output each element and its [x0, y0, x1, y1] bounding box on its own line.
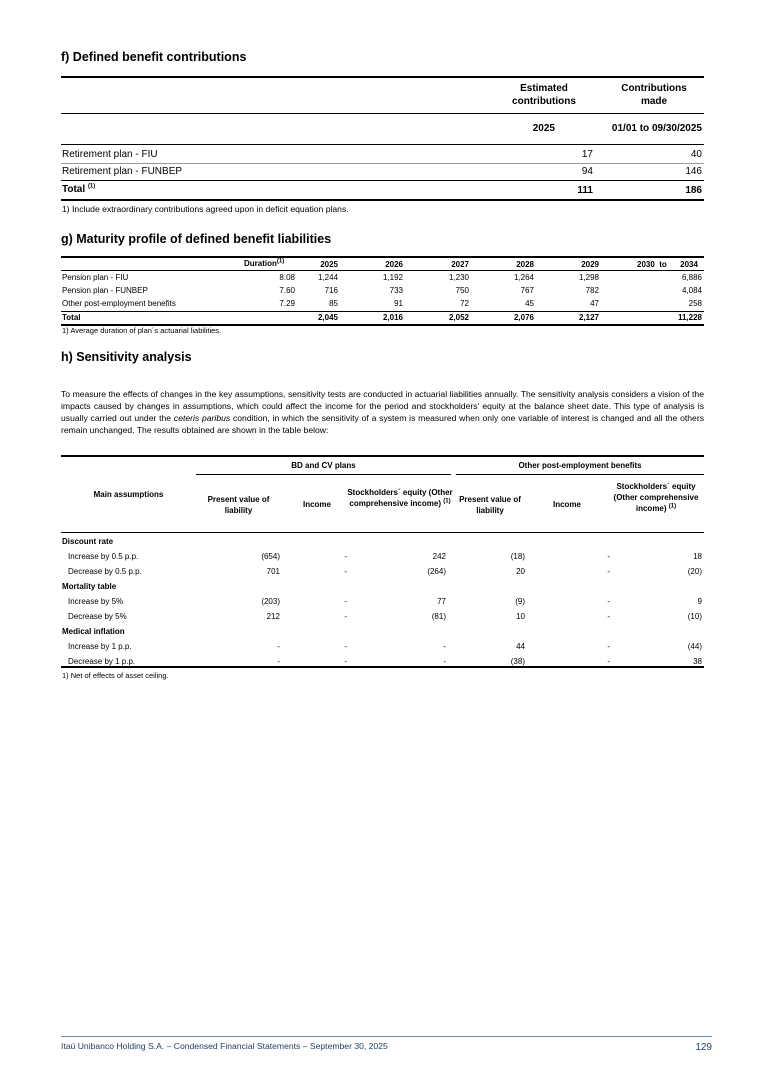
row-divider: [61, 163, 704, 164]
col-duration-header: Duration$^{(1)}$: [244, 258, 285, 268]
row-value: 767: [520, 286, 534, 295]
col-2029-header: 2029: [581, 260, 599, 269]
row-value: -: [344, 612, 347, 621]
row-value: 242: [432, 552, 446, 561]
table-f-bottom-rule: [61, 199, 704, 201]
total-label: Total $^{(1)}$: [62, 183, 96, 195]
row-value: 750: [455, 286, 469, 295]
row-value: 782: [585, 286, 599, 295]
row-made: 40: [690, 149, 702, 160]
main-assumptions-header: Main assumptions: [93, 490, 164, 499]
total-value: 2,127: [578, 313, 599, 322]
total-label: Total: [62, 313, 81, 322]
col-inc2-header: Income: [552, 500, 581, 509]
row-value: (203): [261, 597, 280, 606]
row-value: (81): [431, 612, 446, 621]
row-value: (38): [510, 657, 525, 666]
row-value: -: [344, 657, 347, 666]
table-g-top-rule: [61, 256, 704, 258]
row-label: Retirement plan - FUNBEP: [62, 166, 183, 177]
row-value: 38: [693, 657, 702, 666]
row-value: 77: [437, 597, 446, 606]
total-value: 2,016: [382, 313, 403, 322]
row-value: 72: [460, 299, 469, 308]
group-heading: Discount rate: [62, 537, 114, 546]
row-value: -: [443, 657, 446, 666]
col-2028-header: 2028: [516, 260, 534, 269]
row-label: Pension plan - FUNBEP: [62, 286, 148, 295]
row-value: 44: [516, 642, 525, 651]
row-value: (9): [515, 597, 525, 606]
row-value: -: [607, 612, 610, 621]
row-value: -: [607, 657, 610, 666]
row-value: 716: [324, 286, 338, 295]
row-value: 9: [697, 597, 702, 606]
page-number: 129: [695, 1042, 712, 1053]
table-h-top-rule: [61, 455, 704, 457]
row-value: -: [344, 567, 347, 576]
row-duration: 7.60: [279, 286, 295, 295]
col-pv1-header: Present value of liability: [207, 495, 270, 515]
table-g-total-rule: [61, 311, 704, 312]
row-value: -: [344, 552, 347, 561]
row-duration: 8.08: [279, 273, 295, 282]
footer-text: Itaú Unibanco Holding S.A. – Condensed Financial Statements – September 30, 2025: [61, 1041, 388, 1051]
row-value: -: [607, 567, 610, 576]
row-made: 146: [685, 166, 702, 177]
row-value: -: [344, 642, 347, 651]
group-other-header: Other post-employment benefits: [518, 461, 642, 470]
row-value: (18): [510, 552, 525, 561]
row-value: (654): [261, 552, 280, 561]
group-heading: Medical inflation: [62, 627, 125, 636]
col-2025-header: 2025: [320, 260, 338, 269]
table-f-col1-header: Estimated contributions: [512, 83, 576, 107]
table-f-sub-rule: [61, 144, 704, 145]
row-value: 85: [329, 299, 338, 308]
row-value: 6,886: [681, 273, 702, 282]
row-value: 733: [389, 286, 403, 295]
row-label: Increase by 1 p.p.: [68, 642, 132, 651]
section-g-footnote: 1) Average duration of plan´s actuarial liabilities.: [62, 326, 222, 335]
total-made: 186: [685, 185, 702, 196]
row-value: 4,084: [681, 286, 702, 295]
footer-rule: [61, 1036, 712, 1037]
table-h-bottom-rule: [61, 666, 704, 668]
row-value: 1,192: [382, 273, 403, 282]
row-value: -: [277, 657, 280, 666]
table-f-col1-sub: 2025: [532, 123, 555, 134]
total-estimated: 111: [577, 185, 593, 196]
col-eq1-header: Stockholders´ equity (Other comprehensive income) $^{(1)}$: [347, 488, 453, 508]
col-inc1-header: Income: [302, 500, 331, 509]
row-label: Increase by 5%: [68, 597, 124, 606]
row-value: 1,264: [513, 273, 534, 282]
col-2026-header: 2026: [385, 260, 403, 269]
col-2027-header: 2027: [451, 260, 469, 269]
col-eq2-header: Stockholders´ equity (Other comprehensive income) $^{(1)}$: [613, 482, 699, 513]
table-f-col2-header: Contributions made: [621, 83, 687, 107]
col-pv2-header: Present value of liability: [459, 495, 521, 515]
row-label: Decrease by 0.5 p.p.: [68, 567, 142, 576]
group-heading: Mortality table: [62, 582, 117, 591]
row-value: 47: [590, 299, 599, 308]
row-value: -: [443, 642, 446, 651]
row-value: 701: [266, 567, 280, 576]
total-value: 2,076: [513, 313, 534, 322]
row-value: 20: [516, 567, 525, 576]
row-estimated: 17: [581, 149, 593, 160]
table-f-top-rule: [61, 76, 704, 78]
row-label: Increase by 0.5 p.p.: [68, 552, 139, 561]
row-label: Retirement plan - FIU: [62, 149, 158, 160]
row-label: Decrease by 1 p.p.: [68, 657, 136, 666]
row-value: 91: [394, 299, 403, 308]
row-value: 10: [516, 612, 525, 621]
row-value: 1,230: [448, 273, 469, 282]
total-value: 2,052: [448, 313, 469, 322]
table-h-header-rule: [61, 532, 704, 533]
section-f-title: f) Defined benefit contributions: [61, 50, 247, 64]
group-other-rule: [456, 474, 704, 475]
total-value: 2,045: [317, 313, 338, 322]
total-value: 11,228: [677, 313, 702, 322]
row-duration: 7.29: [279, 299, 295, 308]
section-h-title: h) Sensitivity analysis: [61, 350, 192, 364]
group-bd-cv-rule: [196, 474, 451, 475]
row-value: -: [277, 642, 280, 651]
row-estimated: 94: [581, 166, 593, 177]
row-value: -: [607, 552, 610, 561]
row-label: Pension plan - FIU: [62, 273, 129, 282]
row-value: (10): [687, 612, 702, 621]
row-value: 45: [525, 299, 534, 308]
row-value: (264): [427, 567, 446, 576]
row-value: 212: [266, 612, 280, 621]
section-h-footnote: 1) Net of effects of asset ceiling.: [62, 671, 169, 680]
row-label: Other post-employment benefits: [62, 299, 176, 308]
row-value: 258: [688, 299, 702, 308]
row-label: Decrease by 5%: [68, 612, 127, 621]
row-value: (20): [687, 567, 702, 576]
row-value: 18: [693, 552, 702, 561]
section-f-footnote: 1) Include extraordinary contributions agreed upon in deficit equation plans.: [62, 204, 349, 214]
section-g-title: g) Maturity profile of defined benefit liabilities: [61, 232, 332, 246]
row-value: -: [344, 597, 347, 606]
table-f-total-rule: [61, 180, 704, 181]
section-h-paragraph: To measure the effects of changes in the key assumptions, sensitivity tests are conducted in actuarial liabilities annually. The sensitivity analysis considers a vision of the impacts caused by changes in assumptions, which could affect the income for the period and stockholders' equity at the balance sheet date. This type of analysis is usually carried out under the ceteris paribus condition, in which the sensitivity of a system is measured when only one variable of interest is changed and all the others remain unchanged. The results obtained are shown in the table below:: [61, 389, 704, 435]
row-value: 1,298: [578, 273, 599, 282]
table-g-header-rule: [61, 270, 704, 271]
row-value: -: [607, 642, 610, 651]
table-f-header-rule: [61, 113, 704, 114]
col-range-header: 2030 to 2034: [637, 260, 698, 269]
row-value: 1,244: [317, 273, 338, 282]
row-value: (44): [687, 642, 702, 651]
row-value: -: [607, 597, 610, 606]
group-bd-cv-header: BD and CV plans: [291, 461, 356, 470]
table-f-col2-sub: 01/01 to 09/30/2025: [611, 123, 702, 134]
